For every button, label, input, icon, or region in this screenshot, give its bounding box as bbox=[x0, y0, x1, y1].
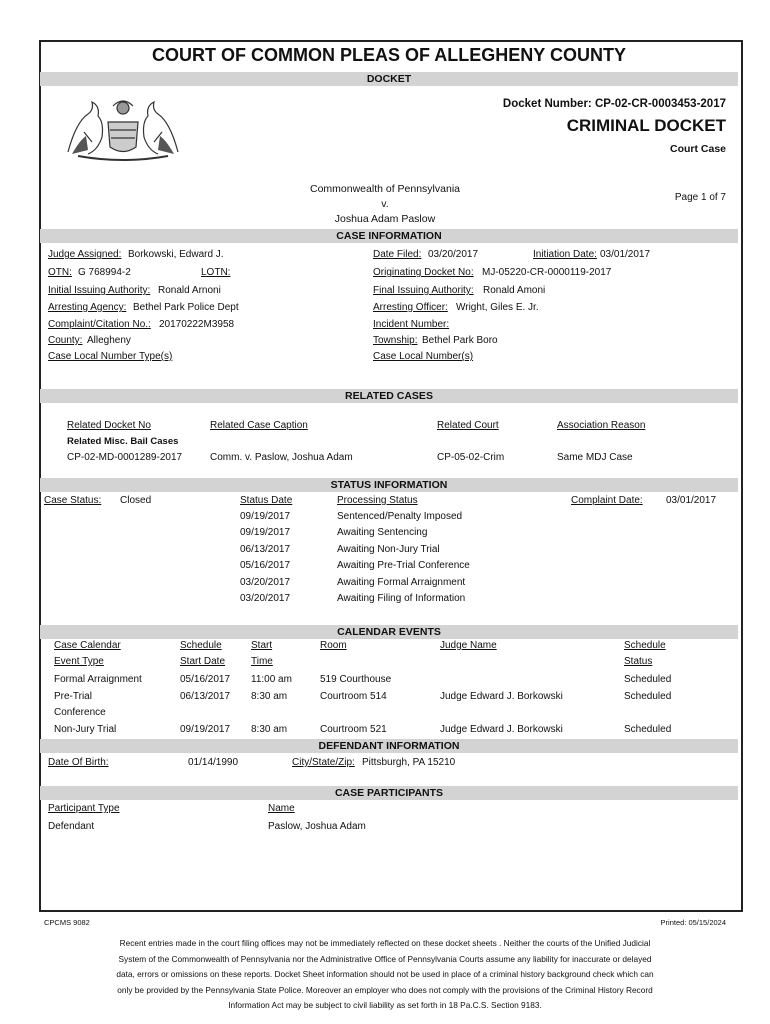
event-type-col: Event Type bbox=[54, 656, 104, 667]
dob-label: Date Of Birth: bbox=[48, 757, 109, 768]
participant-type-col: Participant Type bbox=[48, 803, 120, 814]
related-court-col: Related Court bbox=[437, 420, 499, 431]
judge-label: Judge Assigned: bbox=[48, 249, 122, 260]
participant-type-value: Defendant bbox=[48, 821, 95, 832]
schedule-status-col: Status bbox=[624, 656, 653, 667]
case-local-number-label: Case Local Number(s) bbox=[373, 351, 474, 362]
case-information-bar: CASE INFORMATION bbox=[40, 229, 738, 243]
event-type-col: Case Calendar bbox=[54, 640, 121, 651]
pennsylvania-seal-icon bbox=[58, 92, 188, 162]
status-row-status: Awaiting Sentencing bbox=[337, 527, 428, 538]
judge-value: Borkowski, Edward J. bbox=[128, 249, 224, 260]
case-type: Court Case bbox=[669, 143, 726, 155]
defendant-information-bar: DEFENDANT INFORMATION bbox=[40, 739, 738, 753]
association-reason-value: Same MDJ Case bbox=[557, 452, 633, 463]
county-value: Allegheny bbox=[87, 335, 131, 346]
participant-name-value: Paslow, Joshua Adam bbox=[268, 821, 366, 832]
calendar-time: 8:30 am bbox=[251, 724, 288, 735]
calendar-room: 519 Courthouse bbox=[320, 674, 392, 685]
complaint-date-value: 03/01/2017 bbox=[666, 495, 717, 506]
schedule-status-col: Schedule bbox=[624, 640, 666, 651]
related-court-value: CP-05-02-Crim bbox=[437, 452, 505, 463]
status-row-status: Sentenced/Penalty Imposed bbox=[337, 511, 463, 522]
calendar-status: Scheduled bbox=[624, 691, 672, 702]
related-cases-bar: RELATED CASES bbox=[40, 389, 738, 403]
caption-line-1: Commonwealth of Pennsylvania bbox=[310, 183, 460, 195]
status-row-status: Awaiting Pre-Trial Conference bbox=[337, 560, 470, 571]
calendar-event: Pre-Trial bbox=[54, 691, 92, 702]
participant-name-col: Name bbox=[268, 803, 295, 814]
calendar-judge: Judge Edward J. Borkowski bbox=[440, 691, 563, 702]
status-information-bar: STATUS INFORMATION bbox=[40, 478, 738, 492]
caption-line-3: Joshua Adam Paslow bbox=[334, 213, 436, 225]
docket-number: Docket Number: CP-02-CR-0003453-2017 bbox=[502, 98, 726, 110]
dob-value: 01/14/1990 bbox=[188, 757, 239, 768]
status-row-status: Awaiting Non-Jury Trial bbox=[337, 544, 440, 555]
initiation-date-label: Initiation Date: bbox=[533, 249, 597, 260]
complaint-citation-label: Complaint/Citation No.: bbox=[48, 319, 151, 330]
calendar-room: Courtroom 514 bbox=[320, 691, 387, 702]
initiation-date-value: 03/01/2017 bbox=[600, 249, 651, 260]
disclaimer-line: System of the Commonwealth of Pennsylvania nor the Administrative Office of Pennsylvania Courts assume any liability for inaccurate or delayed bbox=[118, 953, 652, 964]
calendar-events-bar: CALENDAR EVENTS bbox=[40, 625, 738, 639]
status-row-date: 05/16/2017 bbox=[240, 560, 291, 571]
incident-number-label: Incident Number: bbox=[373, 319, 450, 330]
township-value: Bethel Park Boro bbox=[422, 335, 498, 346]
case-local-number-type-label: Case Local Number Type(s) bbox=[48, 351, 173, 362]
form-id: CPCMS 9082 bbox=[44, 918, 90, 927]
originating-docket-value: MJ-05220-CR-0000119-2017 bbox=[482, 267, 612, 278]
calendar-time: 8:30 am bbox=[251, 691, 288, 702]
room-col: Room bbox=[320, 640, 347, 651]
schedule-start-date-col: Schedule bbox=[180, 640, 222, 651]
related-group-label: Related Misc. Bail Cases bbox=[67, 436, 179, 447]
calendar-time: 11:00 am bbox=[251, 674, 292, 685]
status-date-col: Status Date bbox=[240, 495, 293, 506]
arresting-agency-value: Bethel Park Police Dept bbox=[133, 302, 239, 313]
status-row-status: Awaiting Formal Arraignment bbox=[337, 577, 466, 588]
initial-issuing-authority-label: Initial Issuing Authority: bbox=[48, 285, 151, 296]
judge-name-col: Judge Name bbox=[440, 640, 497, 651]
related-caption-col: Related Case Caption bbox=[210, 420, 308, 431]
processing-status-col: Processing Status bbox=[337, 495, 418, 506]
related-docket-value: CP-02-MD-0001289-2017 bbox=[67, 452, 183, 463]
start-time-col: Start bbox=[251, 640, 273, 651]
arresting-officer-value: Wright, Giles E. Jr. bbox=[456, 302, 539, 313]
county-label: County: bbox=[48, 335, 83, 346]
disclaimer-line: Information Act may be subject to civil liability as set forth in 18 Pa.C.S. Section 9183. bbox=[228, 1000, 542, 1010]
association-reason-col: Association Reason bbox=[557, 420, 646, 431]
originating-docket-label: Originating Docket No: bbox=[373, 267, 474, 278]
city-state-zip-value: Pittsburgh, PA 15210 bbox=[362, 757, 456, 768]
printed-date: Printed: 05/15/2024 bbox=[660, 918, 726, 927]
docket-frame bbox=[39, 40, 743, 912]
calendar-judge: Judge Edward J. Borkowski bbox=[440, 724, 563, 735]
disclaimer-line: only be provided by the Pennsylvania State Police. Moreover an employer who does not comply with the provisions of the Criminal History Record bbox=[117, 984, 653, 995]
city-state-zip-label: City/State/Zip: bbox=[292, 757, 355, 768]
disclaimer-line: data, errors or omissions on these reports. Docket Sheet information should not be used in place of a criminal history background check which can bbox=[116, 969, 654, 979]
status-row-status: Awaiting Filing of Information bbox=[337, 593, 466, 604]
case-participants-bar: CASE PARTICIPANTS bbox=[40, 786, 738, 800]
initial-issuing-authority-value: Ronald Arnoni bbox=[158, 285, 221, 296]
case-status-label: Case Status: bbox=[44, 495, 102, 506]
final-issuing-authority-value: Ronald Amoni bbox=[483, 285, 546, 296]
status-row-date: 03/20/2017 bbox=[240, 577, 291, 588]
disclaimer-line: Recent entries made in the court filing offices may not be immediately reflected on these docket sheets . Neither the courts of the Unified Judicial bbox=[119, 938, 651, 948]
calendar-date: 05/16/2017 bbox=[180, 674, 231, 685]
status-row-date: 03/20/2017 bbox=[240, 593, 291, 604]
status-row-date: 09/19/2017 bbox=[240, 511, 291, 522]
calendar-status: Scheduled bbox=[624, 674, 672, 685]
otn-label: OTN: bbox=[48, 267, 72, 278]
related-docket-col: Related Docket No bbox=[67, 420, 151, 431]
start-time-col: Time bbox=[251, 656, 273, 667]
otn-value: G 768994-2 bbox=[78, 267, 131, 278]
calendar-event: Formal Arraignment bbox=[54, 674, 142, 685]
status-row-date: 06/13/2017 bbox=[240, 544, 291, 555]
date-filed-value: 03/20/2017 bbox=[428, 249, 479, 260]
related-caption-value: Comm. v. Paslow, Joshua Adam bbox=[210, 452, 353, 463]
court-title: COURT OF COMMON PLEAS OF ALLEGHENY COUNTY bbox=[151, 45, 626, 65]
case-status-value: Closed bbox=[120, 495, 152, 506]
complaint-date-label: Complaint Date: bbox=[571, 495, 643, 506]
date-filed-label: Date Filed: bbox=[373, 249, 422, 260]
lotn-label: LOTN: bbox=[201, 267, 231, 278]
disclaimer bbox=[80, 936, 690, 1014]
calendar-event-cont: Conference bbox=[54, 707, 106, 718]
arresting-officer-label: Arresting Officer: bbox=[373, 302, 448, 313]
calendar-date: 09/19/2017 bbox=[180, 724, 231, 735]
docket-bar: DOCKET bbox=[40, 72, 738, 86]
township-label: Township: bbox=[373, 335, 418, 346]
calendar-room: Courtroom 521 bbox=[320, 724, 387, 735]
page-indicator: Page 1 of 7 bbox=[674, 192, 726, 203]
complaint-citation-value: 20170222M3958 bbox=[159, 319, 235, 330]
docket-type: CRIMINAL DOCKET bbox=[566, 116, 726, 135]
calendar-event: Non-Jury Trial bbox=[54, 724, 117, 735]
caption-line-2: v. bbox=[381, 198, 389, 210]
calendar-status: Scheduled bbox=[624, 724, 672, 735]
status-row-date: 09/19/2017 bbox=[240, 527, 291, 538]
schedule-start-date-col: Start Date bbox=[180, 656, 226, 667]
arresting-agency-label: Arresting Agency: bbox=[48, 302, 127, 313]
calendar-date: 06/13/2017 bbox=[180, 691, 231, 702]
final-issuing-authority-label: Final Issuing Authority: bbox=[373, 285, 474, 296]
